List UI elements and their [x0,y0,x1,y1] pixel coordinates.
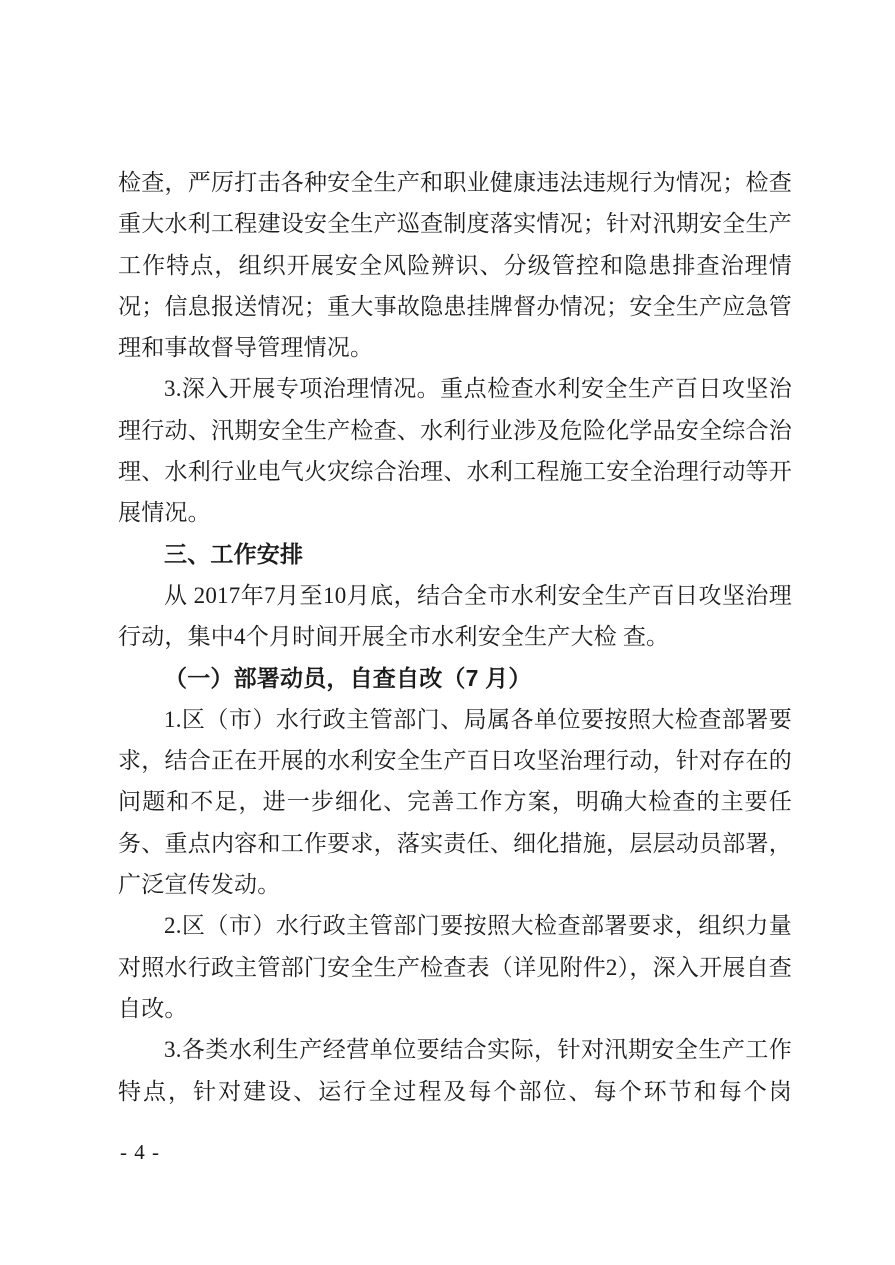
section-heading-work-arrangement: 三、工作安排 [164,540,304,567]
paragraph-item-2-self-check: 2.区（市）水行政主管部门要按照大检查部署要求，组织力量对照水行政主管部门安全生产检查表（详见附件2），深入开展自查自改。 [118,913,792,1021]
paragraph-item-3-special-treatment: 3.深入开展专项治理情况。重点检查水利安全生产百日攻坚治理行动、汛期安全生产检查、水利行业涉及危险化学品安全综合治理、水利行业电气火灾综合治理、水利工程施工安全治理行动等开展情况。 [118,376,792,526]
paragraph-item-1-departments: 1.区（市）水行政主管部门、局属各单位要按照大检查部署要求，结合正在开展的水利安全生产百日攻坚治理行动，针对存在的问题和不足，进一步细化、完善工作方案，明确大检查的主要任务、重点内容和工作要求，落实责任、细化措施，层层动员部署，广泛宣传发动。 [118,706,792,898]
paragraph-continuation: 检查，严厉打击各种安全生产和职业健康违法违规行为情况；检查重大水利工程建设安全生产巡查制度落实情况；针对汛期安全生产工作特点，组织开展安全风险辨识、分级管控和隐患排查治理情况；信息报送情况；重大事故隐患挂牌督办情况；安全生产应急管理和事故督导管理情况。 [118,170,792,361]
document-body [118,162,792,1112]
page-number: - 4 - [120,1140,160,1164]
paragraph-item-3-production-units: 3.各类水利生产经营单位要结合实际，针对汛期安全生产工作特点，针对建设、运行全过程及每个部位、每个环节和每个岗 [118,1037,792,1104]
subsection-heading-deploy-mobilize: （一）部署动员，自查自改（7 月） [164,664,532,691]
paragraph-schedule: 从 2017年7月至10月底，结合全市水利安全生产百日攻坚治理行动，集中4个月时间开展全市水利安全生产大检 查。 [118,582,792,650]
